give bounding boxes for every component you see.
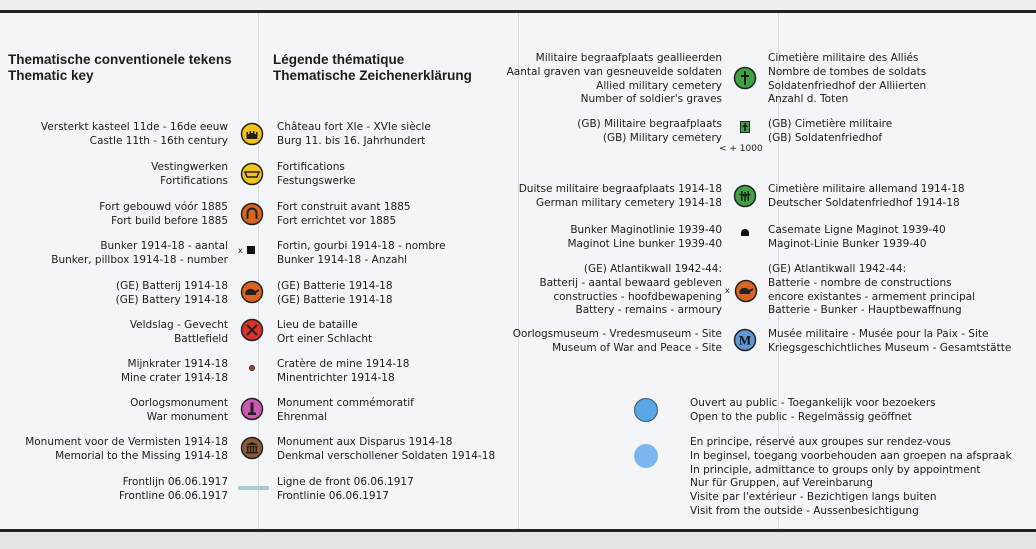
legend-text: Casemate Ligne Maginot 1939-40 — [768, 224, 946, 236]
legend-text: (GE) Batterie 1914-18 — [277, 280, 393, 292]
legend-text: Frontlinie 06.06.1917 — [277, 489, 389, 502]
legend-label-fr-de — [768, 183, 965, 211]
battery-icon — [240, 280, 264, 304]
legend-text: Ouvert au public - Toegankelijk voor bezoekers — [690, 397, 936, 409]
legend-label-fr-de — [768, 52, 926, 107]
legend-text: Anzahl d. Toten — [768, 93, 849, 106]
legend-text: Museum of War and Peace - Site — [552, 341, 722, 354]
legend-text: constructies - hoofdbewapening — [553, 290, 722, 303]
bunker-icon — [247, 246, 255, 254]
legend-text: Nombre de tombes de soldats — [768, 65, 927, 78]
legend-text: Ort einer Schlacht — [277, 332, 373, 345]
legend-label-fr-de — [277, 319, 372, 347]
legend-text: Visit from the outside - Aussenbesichtigung — [690, 504, 919, 517]
legend-label-fr-de — [768, 263, 975, 318]
legend-text: Aantal graven van gesneuvelde soldaten — [506, 65, 722, 78]
legend-text: Fortifications — [160, 174, 228, 187]
legend-text: Soldatenfriedhof der Alliierten — [768, 79, 927, 92]
frontline-icon — [238, 486, 269, 490]
legend-text: (GE) Batterij 1914-18 — [116, 280, 228, 292]
legend-text: Bunker Maginotlinie 1939-40 — [570, 224, 722, 236]
legend-label-nl-en — [568, 224, 723, 252]
legend-label-nl-en — [116, 280, 228, 308]
legend-text: Open to the public - Regelmässig geöffnet — [690, 410, 912, 423]
legend-text: (GB) Military cemetery — [602, 131, 722, 144]
legend-text: Cimetière militaire des Alliés — [768, 52, 919, 64]
heading-line: Thematic key — [8, 68, 94, 83]
legend-text: Frontlijn 06.06.1917 — [122, 476, 228, 488]
legend-label-fr-de — [768, 224, 946, 252]
legend-label-fr-de — [768, 328, 1011, 356]
legend-text: Minentrichter 1914-18 — [277, 371, 395, 384]
legend-text: Maginot Line bunker 1939-40 — [567, 237, 722, 250]
legend-text: (GB) Soldatenfriedhof — [768, 131, 883, 144]
legend-text: (GB) Militaire begraafplaats — [577, 118, 722, 130]
legend-text: German military cemetery 1914-18 — [535, 196, 722, 209]
legend-text: Maginot-Linie Bunker 1939-40 — [768, 237, 927, 250]
legend-label-nl-en — [130, 397, 228, 425]
legend-label-nl-en — [513, 328, 722, 356]
legend-heading-fr-de — [273, 52, 472, 84]
legend-text: Versterkt kasteel 11de - 16de eeuw — [40, 121, 228, 133]
heading-line: Thematische conventionele tekens — [8, 52, 232, 67]
legend-text: Oorlogsmuseum - Vredesmuseum - Site — [512, 328, 722, 340]
legend-label-nl-en — [51, 240, 228, 268]
legend-label-nl-en — [577, 118, 722, 146]
battlefield-icon — [240, 318, 264, 342]
legend-text: Battery - remains - armoury — [575, 304, 722, 317]
legend-text: Militaire begraafplaats geallieerden — [535, 52, 722, 64]
legend-label-nl-en — [119, 476, 228, 504]
legend-text: Battlefield — [174, 332, 228, 345]
legend-text: Oorlogsmonument — [130, 397, 228, 409]
legend-text: (GB) Cimetière militaire — [768, 118, 893, 130]
legend-text: Nur für Gruppen, auf Vereinbarung — [690, 477, 873, 490]
grave-count-note: < + 1000 — [719, 144, 763, 154]
legend-label-nl-en — [99, 201, 228, 229]
memorial-missing-icon — [240, 436, 264, 460]
groups-appointment-icon — [634, 444, 658, 468]
legend-text: Lieu de bataille — [277, 319, 358, 331]
legend-label-nl-en — [540, 263, 723, 318]
legend-text: Deutscher Soldatenfriedhof 1914-18 — [768, 196, 960, 209]
legend-text: Castle 11th - 16th century — [89, 134, 228, 147]
legend-text: Duitse militaire begraafplaats 1914-18 — [518, 183, 722, 195]
legend-label-fr-de — [277, 280, 393, 308]
legend-heading-nl-en — [8, 52, 232, 84]
legend-text: Monument aux Disparus 1914-18 — [277, 436, 453, 448]
legend-text: Château fort XIe - XVIe siècle — [277, 121, 431, 133]
fortification-icon — [240, 162, 264, 186]
legend-label-fr-de — [277, 476, 414, 504]
bottom-edge — [0, 532, 1036, 549]
legend-text: Bunker 1914-18 - Anzahl — [277, 253, 408, 266]
legend-text: Fort errichtet vor 1885 — [277, 214, 397, 227]
legend-text: Cratère de mine 1914-18 — [277, 358, 410, 370]
heading-line: Légende thématique — [273, 52, 405, 67]
legend-text: Ehrenmal — [277, 410, 328, 423]
legend-label-fr-de — [277, 161, 356, 189]
legend-text: (GE) Battery 1914-18 — [115, 293, 228, 306]
legend-label-nl-en — [519, 183, 722, 211]
legend-text: En principe, réservé aux groupes sur rendez-vous — [690, 436, 951, 448]
allied-cemetery-icon — [733, 66, 757, 90]
legend-text: Kriegsgeschichtliches Museum - Gesamtstätte — [768, 341, 1012, 354]
legend-text: Monument commémoratif — [277, 397, 414, 409]
legend-text: Batterie - Bunker - Hauptbewaffnung — [768, 304, 962, 317]
atlantikwall-icon — [734, 279, 758, 303]
legend-label-fr-de — [768, 118, 892, 146]
access-open-label — [690, 397, 936, 425]
castle-icon — [240, 122, 264, 146]
heading-line: Thematische Zeichenerklärung — [273, 68, 472, 83]
legend-label-fr-de — [277, 201, 411, 229]
legend-label-nl-en — [507, 52, 722, 107]
legend-text: Fortifications — [277, 161, 345, 173]
open-public-icon — [634, 398, 658, 422]
top-edge — [0, 0, 1036, 10]
legend-text: Memorial to the Missing 1914-18 — [55, 449, 228, 462]
legend-label-fr-de — [277, 436, 495, 464]
legend-text: Mine crater 1914-18 — [120, 371, 228, 384]
legend-text: Number of soldier's graves — [580, 93, 722, 106]
legend-text: Monument voor de Vermisten 1914-18 — [25, 436, 228, 448]
access-groups-label — [690, 436, 1012, 519]
legend-text: Batterij - aantal bewaard gebleven — [539, 276, 722, 289]
legend-text: Frontline 06.06.1917 — [119, 489, 228, 502]
legend-text: (GE) Atlantikwall 1942-44: — [768, 263, 907, 275]
maginot-bunker-icon — [740, 227, 750, 237]
legend-text: Musée militaire - Musée pour la Paix - Site — [768, 328, 989, 340]
mine-crater-icon — [249, 365, 255, 371]
legend-text: In beginsel, toegang voorbehouden aan groepen na afspraak — [690, 449, 1012, 462]
legend-text: Bunker, pillbox 1914-18 - number — [51, 253, 228, 266]
german-cemetery-icon — [733, 184, 757, 208]
legend-label-fr-de — [277, 240, 446, 268]
legend-text: War monument — [146, 410, 228, 423]
legend-text: Burg 11. bis 16. Jahrhundert — [277, 134, 426, 147]
legend-text: Fortin, gourbi 1914-18 - nombre — [277, 240, 446, 252]
legend-label-fr-de — [277, 397, 414, 425]
legend-label-fr-de — [277, 358, 409, 386]
museum-icon — [733, 328, 757, 352]
legend-text: Vestingwerken — [151, 161, 228, 173]
legend-label-nl-en — [121, 358, 228, 386]
legend-label-nl-en — [41, 121, 228, 149]
legend-text: Mijnkrater 1914-18 — [127, 358, 228, 370]
legend-text: Bunker 1914-18 - aantal — [100, 240, 228, 252]
museum-letter: M — [738, 332, 752, 348]
legend-label-nl-en — [151, 161, 228, 189]
legend-text: encore existantes - armement principal — [768, 290, 976, 303]
legend-text: (GE) Batterie 1914-18 — [277, 293, 393, 306]
legend-text: Batterie - nombre de constructions — [768, 276, 952, 289]
legend-text: Ligne de front 06.06.1917 — [277, 476, 414, 488]
legend-text: Fort gebouwd vóór 1885 — [99, 201, 228, 213]
count-prefix: x — [725, 286, 730, 295]
legend-label-nl-en — [130, 319, 228, 347]
legend-text: Cimetière militaire allemand 1914-18 — [768, 183, 965, 195]
legend-text: Festungswerke — [277, 174, 356, 187]
war-monument-icon — [240, 397, 264, 421]
legend-text: (GE) Atlantikwall 1942-44: — [583, 263, 722, 275]
legend-text: Denkmal verschollener Soldaten 1914-18 — [277, 449, 496, 462]
legend-text: Fort construit avant 1885 — [277, 201, 411, 213]
legend-text: Allied military cemetery — [596, 79, 722, 92]
legend-text: Fort build before 1885 — [111, 214, 228, 227]
legend-text: Visite par l'extérieur - Bezichtigen langs buiten — [690, 491, 937, 504]
gb-cemetery-icon — [740, 121, 750, 133]
legend-text: Veldslag - Gevecht — [129, 319, 228, 331]
legend-text: In principle, admittance to groups only by appointment — [690, 463, 981, 476]
fort-icon — [240, 202, 264, 226]
count-prefix: x — [238, 246, 243, 255]
legend-label-nl-en — [25, 436, 228, 464]
legend-label-fr-de — [277, 121, 431, 149]
